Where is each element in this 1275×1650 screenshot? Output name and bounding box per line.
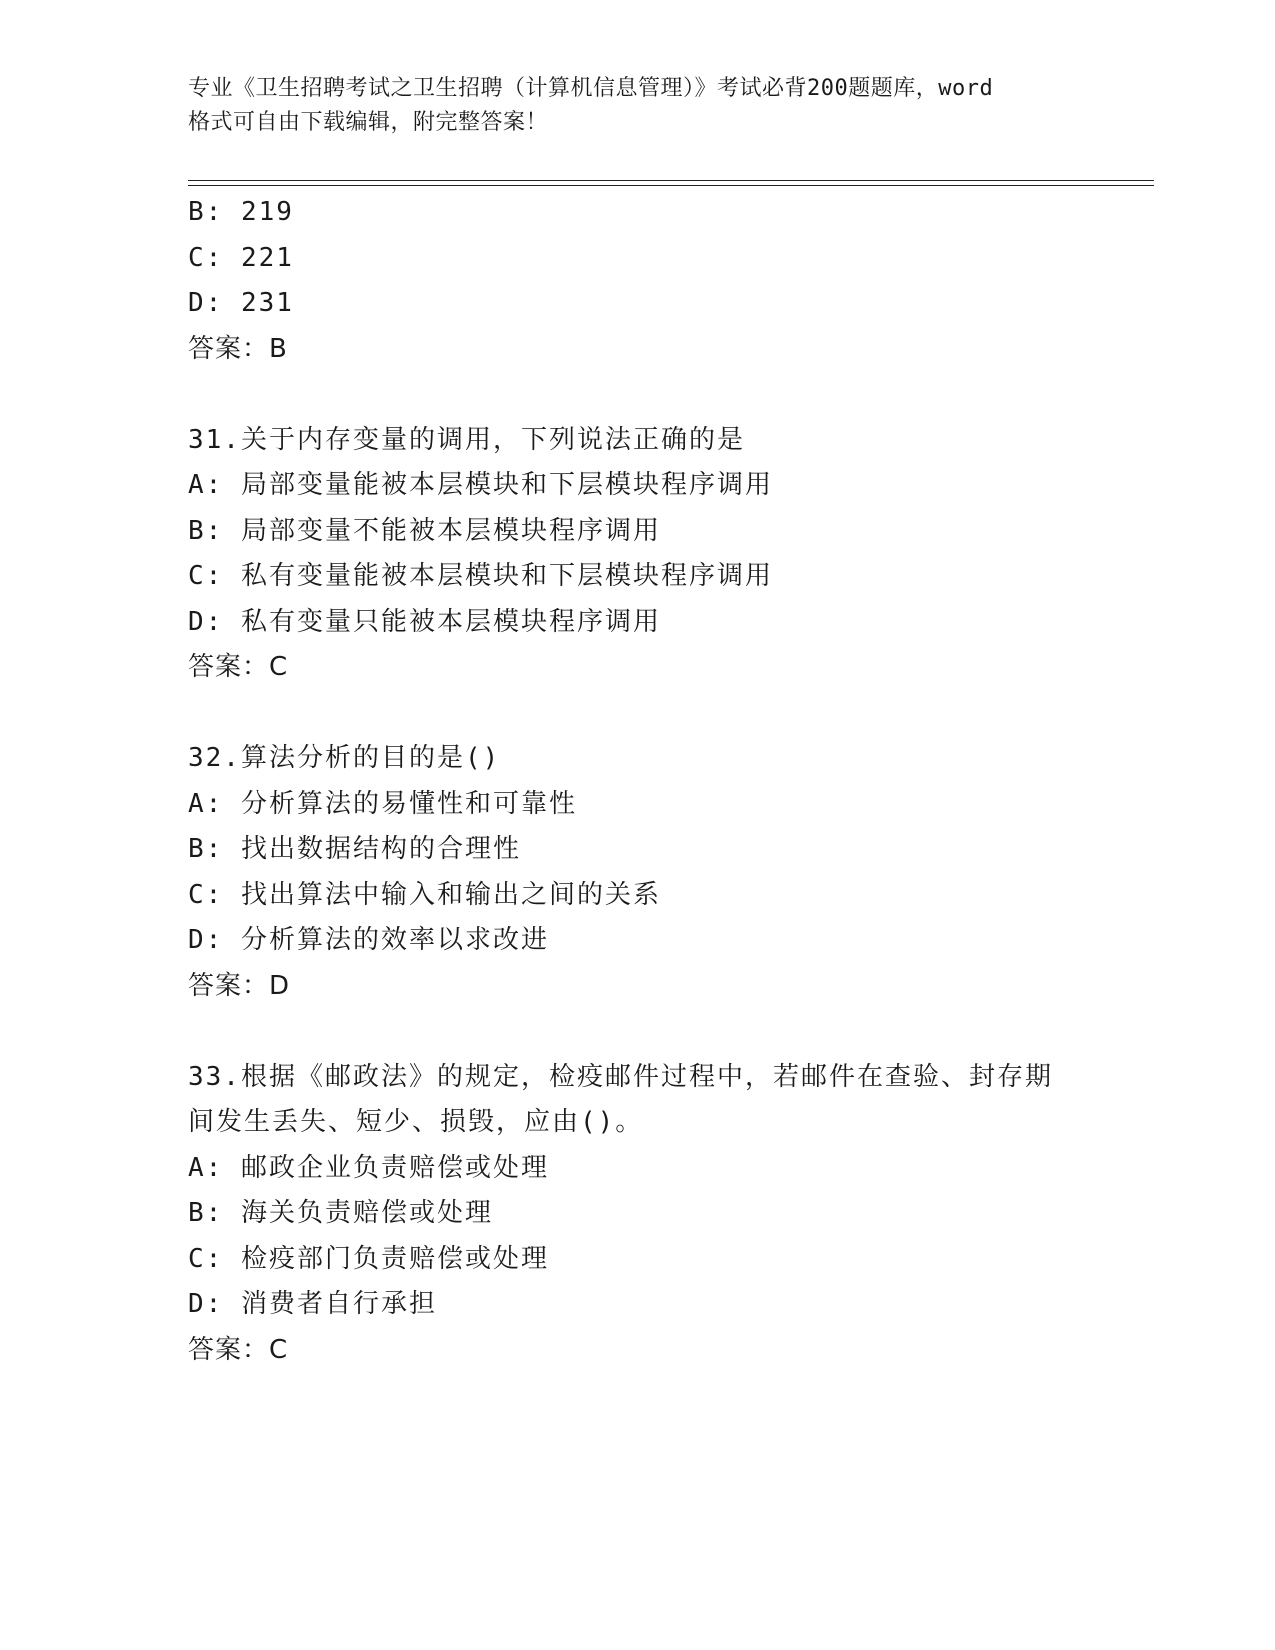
option-d: D: 消费者自行承担	[188, 1289, 437, 1319]
option-b: B: 海关负责赔偿或处理	[188, 1198, 493, 1228]
option-c: C: 检疫部门负责赔偿或处理	[188, 1243, 549, 1274]
header-title-line-2: 格式可自由下载编辑，附完整答案！	[188, 110, 549, 135]
option-b: B: 局部变量不能被本层模块程序调用	[188, 515, 661, 546]
option-a: A: 邮政企业负责赔偿或处理	[188, 1152, 549, 1183]
option-d: D: 分析算法的效率以求改进	[188, 925, 549, 955]
answer-line: 答案：D	[188, 970, 291, 1001]
question-stem: 32.算法分析的目的是()	[188, 743, 501, 773]
option-a: A: 局部变量能被本层模块和下层模块程序调用	[188, 470, 773, 500]
answer-line: 答案：C	[188, 652, 289, 682]
question-stem-line-2: 间发生丢失、短少、损毁，应由()。	[188, 1107, 644, 1137]
question-stem: 31.关于内存变量的调用，下列说法正确的是	[188, 424, 745, 455]
header-divider-bottom	[188, 185, 1154, 186]
option-a: A: 分析算法的易懂性和可靠性	[188, 788, 577, 819]
option-c: C: 找出算法中输入和输出之间的关系	[188, 879, 661, 910]
option-c: C: 221	[188, 242, 294, 273]
question-list	[188, 190, 1128, 1373]
option-b: B: 找出数据结构的合理性	[188, 834, 521, 864]
header-divider-top	[188, 180, 1154, 181]
answer-line: 答案：B	[188, 333, 288, 364]
spacer	[188, 372, 1128, 418]
question-32	[188, 736, 1128, 1009]
option-c: C: 私有变量能被本层模块和下层模块程序调用	[188, 561, 773, 591]
answer-line: 答案：C	[188, 1334, 289, 1365]
spacer	[188, 691, 1128, 737]
question-33	[188, 1055, 1128, 1374]
option-b: B: 219	[188, 197, 294, 227]
option-d: D: 私有变量只能被本层模块程序调用	[188, 606, 661, 637]
question-30-tail	[188, 190, 1128, 372]
spacer	[188, 1009, 1128, 1055]
document-header	[188, 72, 1088, 140]
header-title-line-1: 专业《卫生招聘考试之卫生招聘（计算机信息管理）》考试必背200题题库，word	[188, 76, 994, 101]
question-31	[188, 418, 1128, 691]
question-stem-line-1: 33.根据《邮政法》的规定，检疫邮件过程中，若邮件在查验、封存期	[188, 1061, 1053, 1092]
option-d: D: 231	[188, 288, 294, 318]
